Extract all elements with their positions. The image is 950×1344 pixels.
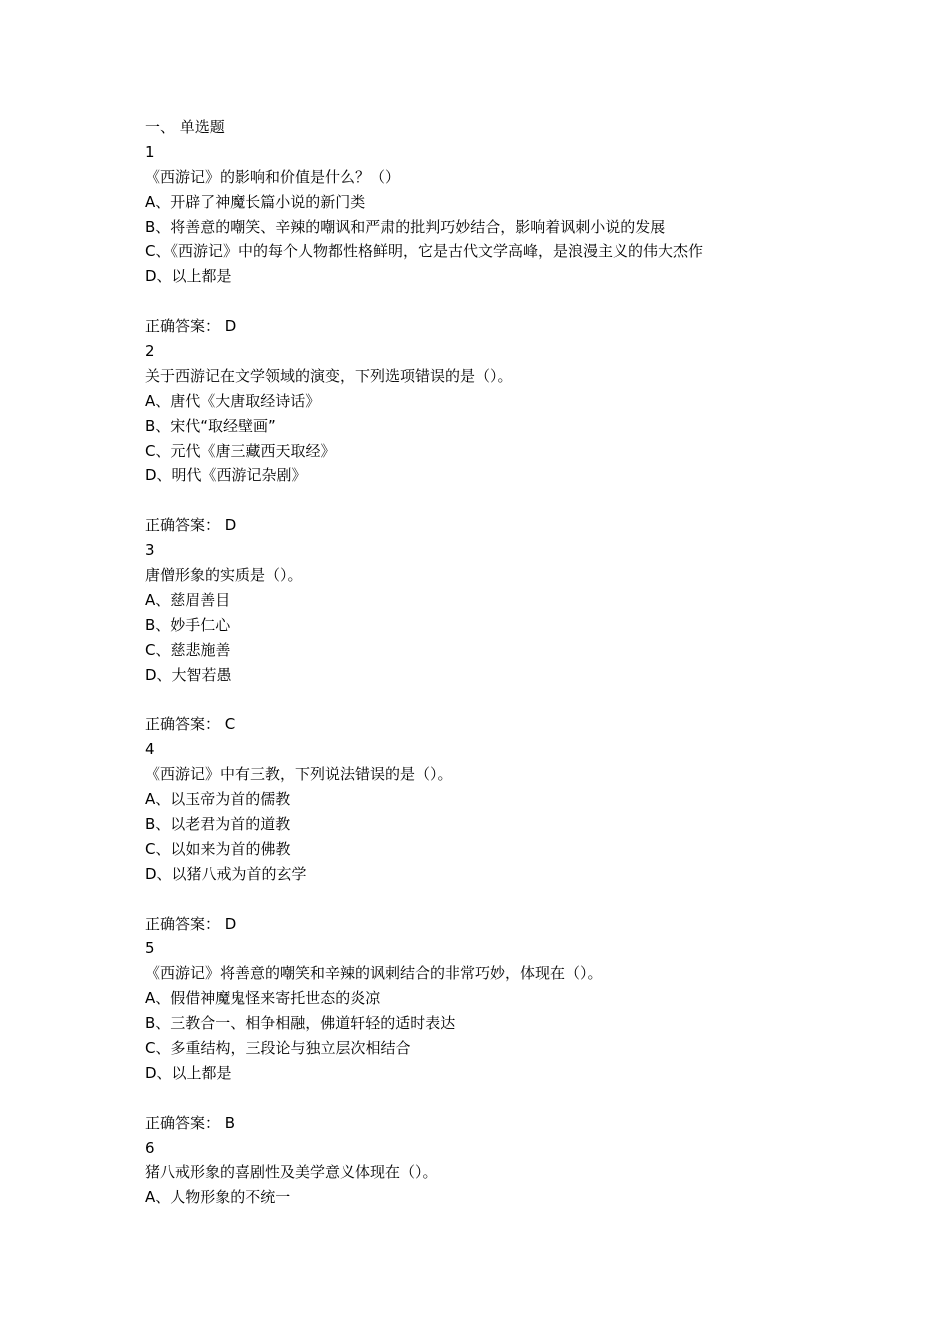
correct-answer: 正确答案： C — [145, 715, 236, 734]
question-number: 2 — [145, 342, 155, 361]
question-number: 1 — [145, 142, 155, 161]
option-b: B、三教合一、相争相融，佛道轩轻的适时表达 — [145, 1014, 456, 1033]
spacer — [145, 1086, 905, 1111]
question-stem: 猪八戒形象的喜剧性及美学意义体现在（）。 — [145, 1163, 438, 1182]
spacer — [145, 488, 905, 513]
correct-answer: 正确答案： D — [145, 516, 237, 535]
question-number: 3 — [145, 541, 155, 560]
option-d: D、明代《西游记杂剧》 — [145, 466, 307, 485]
option-a: A、开辟了神魔长篇小说的新门类 — [145, 192, 366, 211]
correct-answer: 正确答案： D — [145, 914, 237, 933]
question-6 — [145, 1136, 905, 1211]
spacer — [145, 687, 905, 712]
document-page — [145, 115, 905, 1210]
correct-answer: 正确答案： D — [145, 317, 237, 336]
option-b: B、将善意的嘲笑、辛辣的嘲讽和严肃的批判巧妙结合，影响着讽刺小说的发展 — [145, 217, 666, 236]
option-d: D、以上都是 — [145, 267, 232, 286]
option-b: B、宋代“取经壁画” — [145, 416, 276, 435]
option-a: A、假借神魔鬼怪来寄托世态的炎凉 — [145, 989, 381, 1008]
option-a: A、以玉帝为首的儒教 — [145, 790, 291, 809]
option-d: D、以上都是 — [145, 1063, 232, 1082]
option-d: D、以猪八戒为首的玄学 — [145, 864, 307, 883]
option-a: A、人物形象的不统一 — [145, 1188, 291, 1207]
question-1 — [145, 140, 905, 339]
question-number: 4 — [145, 740, 155, 759]
question-3 — [145, 538, 905, 737]
question-number: 5 — [145, 939, 155, 958]
question-4 — [145, 737, 905, 936]
question-stem: 《西游记》中有三教，下列说法错误的是（）。 — [145, 765, 453, 784]
section-title: 一、 单选题 — [145, 118, 225, 136]
option-c: C、以如来为首的佛教 — [145, 839, 291, 858]
spacer — [145, 289, 905, 314]
question-2 — [145, 339, 905, 538]
question-stem: 《西游记》将善意的嘲笑和辛辣的讽刺结合的非常巧妙，体现在（）。 — [145, 964, 603, 983]
spacer — [145, 887, 905, 912]
option-c: C、慈悲施善 — [145, 640, 231, 659]
question-stem: 唐僧形象的实质是（）。 — [145, 566, 303, 585]
option-a: A、慈眉善目 — [145, 590, 231, 609]
option-b: B、妙手仁心 — [145, 615, 231, 634]
question-stem: 关于西游记在文学领域的演变，下列选项错误的是（）。 — [145, 366, 513, 385]
option-c: C、多重结构，三段论与独立层次相结合 — [145, 1038, 411, 1057]
question-stem: 《西游记》的影响和价值是什么？（） — [145, 167, 401, 186]
option-c: C、《西游记》中的每个人物都性格鲜明，它是古代文学高峰，是浪漫主义的伟大杰作 — [145, 242, 703, 261]
correct-answer: 正确答案： B — [145, 1113, 236, 1132]
option-b: B、以老君为首的道教 — [145, 814, 291, 833]
question-5 — [145, 936, 905, 1135]
option-c: C、元代《唐三藏西天取经》 — [145, 441, 336, 460]
option-d: D、大智若愚 — [145, 665, 232, 684]
question-number: 6 — [145, 1138, 155, 1157]
option-a: A、唐代《大唐取经诗话》 — [145, 391, 321, 410]
